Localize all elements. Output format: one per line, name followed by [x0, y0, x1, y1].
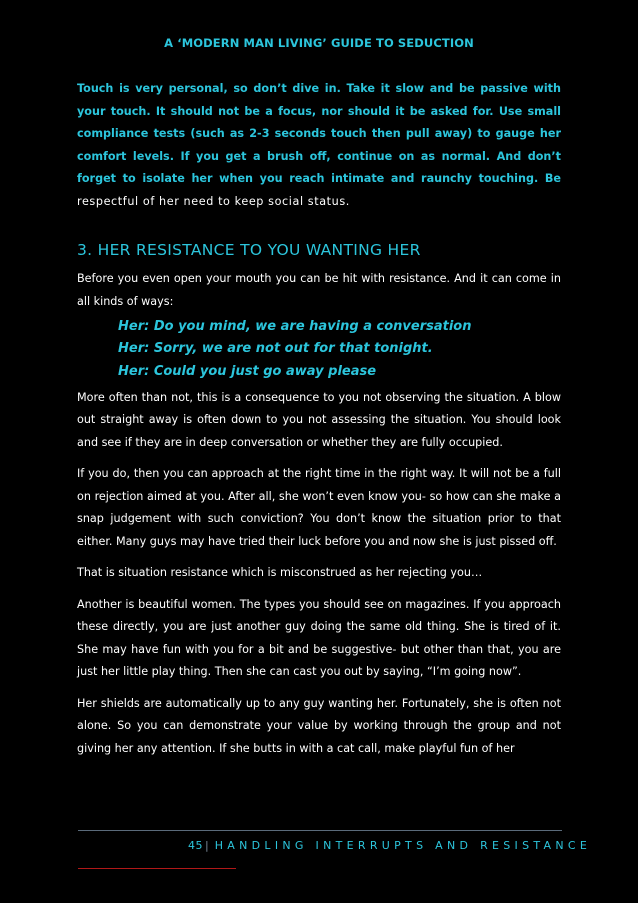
paragraph-6: Her shields are automatically up to any guy wanting her. Fortunately, she is often not alone. So you can demonstrate your value by working through the group and not giving her any attention. If she butts in with a cat call, make playful fun of her	[77, 696, 561, 755]
paragraph-4: That is situation resistance which is misconstrued as her rejecting you…	[77, 566, 483, 580]
paragraph-2: More often than not, this is a consequence to you not observing the situation. A blow out straight away is often down to you not assessing the situation. You should look and see if they are in deep conversation or whether they are fully occupied.	[77, 390, 561, 449]
running-header: A ‘MODERN MAN LIVING’ GUIDE TO SEDUCTION	[164, 36, 474, 50]
page-number: 45	[188, 839, 203, 852]
quote-list	[118, 316, 561, 383]
page-body	[77, 78, 561, 760]
paragraph-1: Before you even open your mouth you can be hit with resistance. And it can come in all kinds of ways:	[77, 272, 561, 308]
intro-highlighted-text: Touch is very personal, so don’t dive in. Take it slow and be passive with your touch. It should not be a focus, nor should it be asked for. Use small compliance tests (such as 2-3 seconds touch then pull away) to gauge her comfort levels. If you get a brush off, continue on as normal. And don’t forget to isolate her when you reach intimate and raunchy touching. Be	[77, 82, 561, 185]
intro-plain-text: respectful of her need to keep social status.	[77, 194, 350, 208]
intro-paragraph	[77, 78, 561, 213]
page-footer	[188, 839, 592, 852]
quote-item: Her: Sorry, we are not out for that tonight.	[118, 341, 433, 357]
quote-item: Her: Could you just go away please	[118, 363, 377, 379]
paragraph-3: If you do, then you can approach at the right time in the right way. It will not be a full on rejection aimed at you. After all, she won’t even know you- so how can she make a snap judgement with such conviction? You don’t know the situation prior to that either. Many guys may have tried their luck before you and now she is just pissed off.	[77, 467, 561, 548]
paragraph-5: Another is beautiful women. The types you should see on magazines. If you approach these directly, you are just another guy doing the same old thing. She is tired of it. She may have fun with you for a bit and be suggestive- but other than that, you are just her little play thing. Then she can cast you out by saying, “I’m going now”.	[77, 597, 561, 679]
footer-divider	[78, 830, 562, 831]
section-heading: 3. HER RESISTANCE TO YOU WANTING HER	[77, 241, 421, 259]
footer-separator: |	[205, 839, 209, 852]
chapter-title: HANDLING INTERRUPTS AND RESISTANCE	[214, 839, 592, 852]
quote-item: Her: Do you mind, we are having a conversation	[118, 319, 472, 334]
footer-red-rule	[78, 868, 236, 869]
